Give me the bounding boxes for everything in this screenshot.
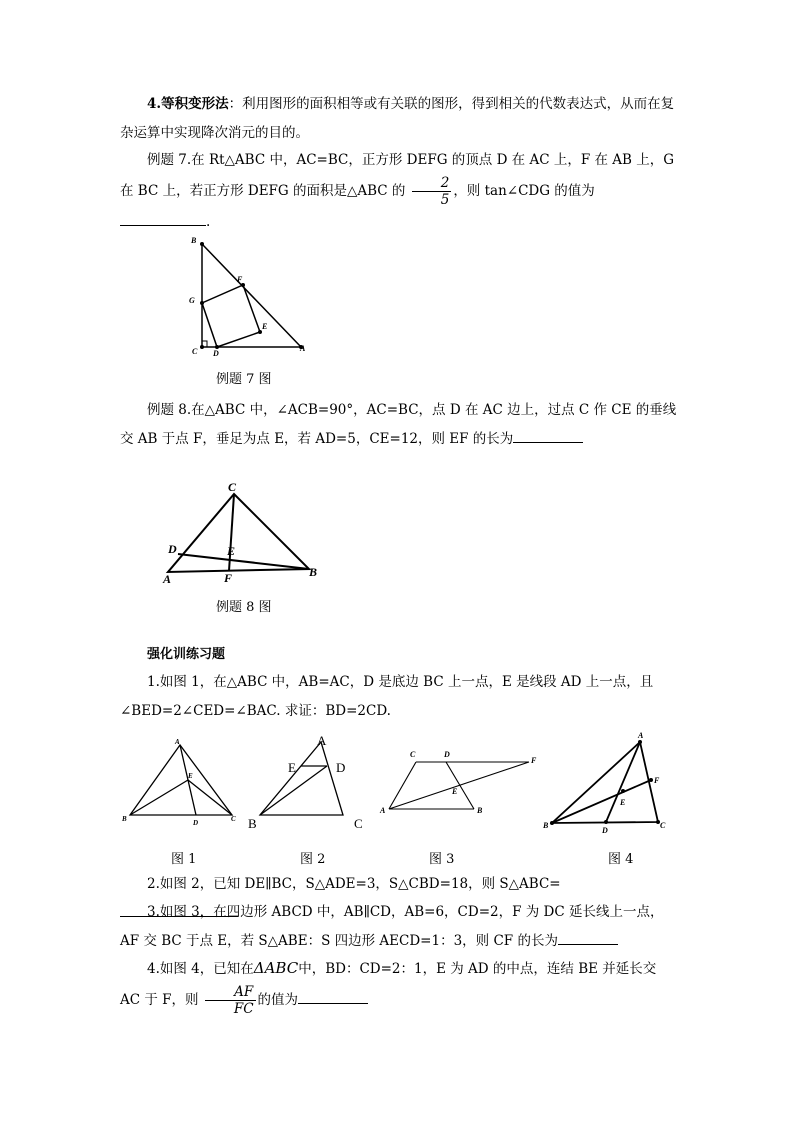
- figure-3: [374, 742, 544, 822]
- practice-q2-text: 2.如图 2，已知 DE∥BC，S△ADE=3，S△CBD=18，则 S△ABC=: [147, 876, 561, 892]
- answer-blank: [120, 211, 206, 226]
- practice-q4-text-a: 4.如图 4，已知在: [147, 961, 254, 977]
- example7-fraction: [412, 175, 452, 208]
- label-e: E: [188, 772, 193, 780]
- figure-1: [118, 735, 243, 831]
- figure-4-caption: 图 4: [608, 852, 634, 867]
- figure-1-caption: 图 1: [171, 852, 197, 867]
- label-b: B: [309, 565, 318, 579]
- label-d: D: [602, 826, 608, 835]
- af-fc-fraction: [205, 984, 256, 1017]
- example7-figure: [186, 232, 316, 360]
- example8-caption: 例题 8 图: [216, 600, 272, 615]
- method4-text: ：利用图形的面积相等或有关联的图形，得到相关的代数表达式，从而在复杂运算中实现降次消元的目的。: [120, 96, 675, 141]
- example8-paragraph: [120, 396, 678, 454]
- example8-text: 例题 8.在△ABC 中，∠ACB=90°，AC=BC，点 D 在 AC 边上，过点 C 作 CE 的垂线交 AB 于点 F，垂足为点 E，若 AD=5，CE=12，则 EF 的长为: [120, 402, 677, 447]
- fraction-numerator: AF: [205, 984, 256, 1001]
- triangle-abc: ΔABC: [253, 959, 299, 977]
- label-b: B: [122, 815, 127, 823]
- label-e: E: [262, 322, 268, 331]
- label-a: A: [175, 738, 180, 746]
- example8-figure: [156, 478, 331, 588]
- label-d: D: [168, 542, 177, 556]
- label-e: E: [227, 544, 236, 558]
- example7-end: .: [206, 214, 211, 230]
- answer-blank: [558, 930, 618, 945]
- example7-paragraph: [120, 146, 678, 237]
- label-g: G: [189, 296, 195, 305]
- figure-2: [244, 732, 374, 832]
- label-a: A: [317, 733, 327, 748]
- practice-q4: [120, 954, 678, 1017]
- answer-blank: [513, 428, 583, 443]
- label-d: D: [213, 349, 219, 358]
- label-c: C: [231, 815, 236, 823]
- figure-2-caption: 图 2: [300, 852, 326, 867]
- example7-text-a: 例题 7.在 Rt△ABC 中，AC=BC，正方形 DEFG 的顶点 D 在 AC 上，F 在 AB 上，G 在 BC 上，若正方形 DEFG 的面积是△ABC 的: [120, 152, 675, 199]
- label-a: A: [638, 731, 644, 740]
- label-e: E: [288, 760, 296, 775]
- label-d: D: [444, 750, 450, 759]
- label-e: E: [452, 787, 458, 796]
- figure-4: [538, 728, 678, 840]
- label-a: A: [300, 344, 306, 353]
- label-b: B: [543, 821, 549, 830]
- label-d: D: [193, 819, 199, 827]
- practice-q4-text-b: 中，BD：CD=2：1，E 为 AD 的中点，连结 BE 并延长交 AC 于 F，则: [120, 961, 657, 1008]
- label-f: F: [654, 776, 660, 785]
- label-a: A: [380, 806, 386, 815]
- example7-text-b: ，则 tan∠CDG 的值为: [453, 183, 595, 199]
- practice-heading: 强化训练习题: [147, 647, 226, 662]
- figure-3-caption: 图 3: [429, 852, 455, 867]
- label-e: E: [620, 798, 626, 807]
- label-c: C: [228, 480, 237, 494]
- fraction-denominator: FC: [233, 1001, 254, 1017]
- label-c: C: [192, 347, 198, 356]
- label-b: B: [248, 816, 257, 831]
- example7-caption: 例题 7 图: [216, 372, 272, 387]
- fraction-numerator: 2: [412, 175, 452, 192]
- answer-blank: [298, 989, 368, 1004]
- label-d: D: [336, 760, 346, 775]
- label-f: F: [224, 571, 233, 585]
- label-b: B: [477, 806, 483, 815]
- practice-q4-text-c: 的值为: [257, 992, 299, 1008]
- method4-title: 4.等积变形法: [147, 96, 229, 112]
- label-f: F: [531, 756, 537, 765]
- practice-q3: [120, 898, 678, 956]
- label-f: F: [237, 275, 243, 284]
- label-c: C: [410, 750, 416, 759]
- label-b: B: [191, 236, 197, 245]
- label-c: C: [354, 816, 363, 831]
- fraction-denominator: 5: [440, 192, 450, 208]
- label-a: A: [163, 572, 172, 586]
- method4-paragraph: [120, 90, 678, 148]
- label-c: C: [660, 821, 666, 830]
- practice-q3-text: 3.如图 3，在四边形 ABCD 中，AB∥CD，AB=6，CD=2，F 为 DC 延长线上一点，AF 交 BC 于点 E，若 S△ABE：S 四边形 AECD=1：3，则 CF 的长为: [120, 904, 664, 949]
- practice-q1: 1.如图 1，在△ABC 中，AB=AC，D 是底边 BC 上一点，E 是线段 AD 上一点，且∠BED=2∠CED=∠BAC. 求证：BD=2CD.: [120, 674, 654, 719]
